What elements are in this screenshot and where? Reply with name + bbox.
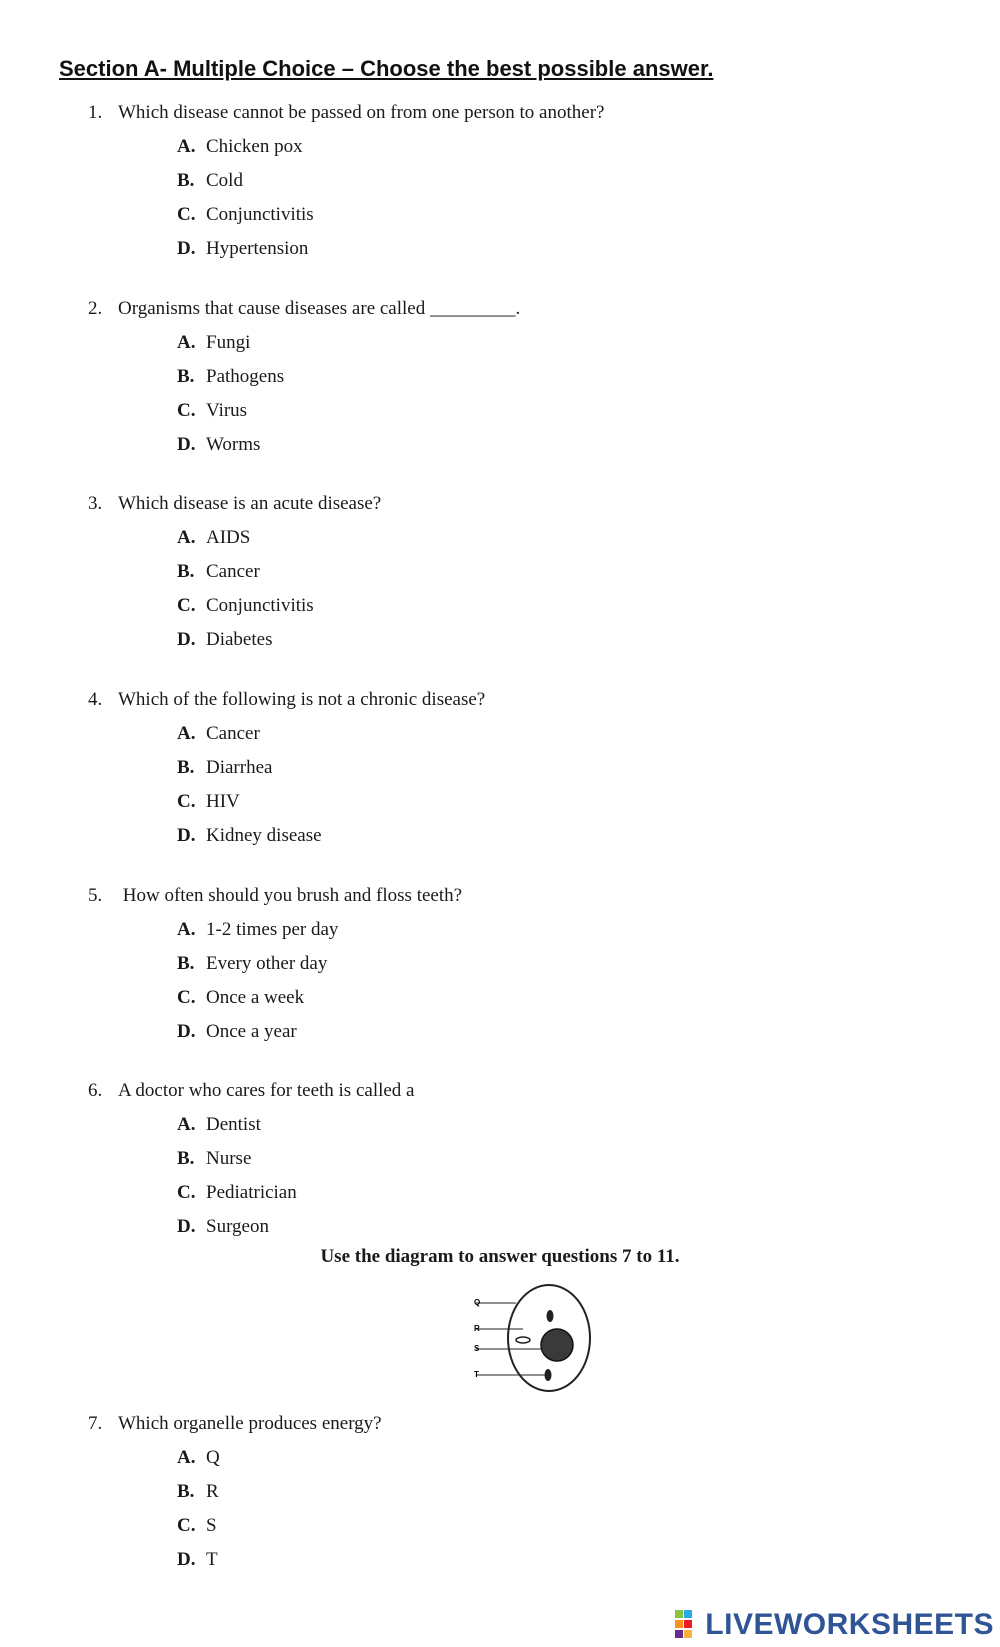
q5-option-b[interactable] — [177, 953, 327, 975]
q1-option-a[interactable] — [177, 136, 303, 158]
question-text: Which organelle produces energy? — [118, 1413, 382, 1434]
q5-option-a[interactable] — [177, 919, 338, 941]
option-letter: A. — [177, 527, 196, 548]
q6-option-b[interactable] — [177, 1148, 251, 1170]
option-text: Diabetes — [206, 629, 273, 650]
q3-option-b[interactable] — [177, 561, 260, 583]
q4-option-c[interactable] — [177, 791, 240, 813]
option-text: Conjunctivitis — [206, 204, 314, 225]
q1-option-c[interactable] — [177, 204, 314, 226]
option-letter: A. — [177, 136, 196, 157]
option-letter: D. — [177, 629, 196, 650]
q4-option-d[interactable] — [177, 825, 322, 847]
option-text: Diarrhea — [206, 757, 273, 778]
option-letter: A. — [177, 919, 196, 940]
q2-option-d[interactable] — [177, 434, 260, 456]
section-title: Section A- Multiple Choice – Choose the best possible answer. — [59, 56, 714, 81]
option-letter: D. — [177, 825, 196, 846]
option-letter: B. — [177, 757, 195, 778]
option-letter: B. — [177, 1148, 195, 1169]
question-6 — [88, 1080, 415, 1102]
question-number: 7. — [88, 1413, 103, 1434]
option-text: Nurse — [206, 1148, 252, 1169]
question-text: Which of the following is not a chronic disease? — [118, 689, 486, 710]
question-text: Organisms that cause diseases are called _________. — [118, 298, 521, 319]
question-text: Which disease is an acute disease? — [118, 493, 382, 514]
option-text: AIDS — [206, 527, 251, 548]
q7-option-d[interactable] — [177, 1549, 218, 1571]
option-text: Every other day — [206, 953, 328, 974]
question-number: 5. — [88, 885, 103, 906]
option-text: Pathogens — [206, 366, 285, 387]
option-letter: B. — [177, 170, 195, 191]
option-letter: B. — [177, 561, 195, 582]
question-number: 6. — [88, 1080, 103, 1101]
question-number: 2. — [88, 298, 103, 319]
option-letter: C. — [177, 1515, 196, 1536]
label-t: T — [474, 1370, 479, 1379]
liveworksheets-brand[interactable] — [675, 1608, 994, 1642]
q3-option-a[interactable] — [177, 527, 250, 549]
option-text: Chicken pox — [206, 136, 303, 157]
option-text: Once a year — [206, 1021, 297, 1042]
liveworksheets-logo-icon — [675, 1610, 701, 1640]
q1-option-d[interactable] — [177, 238, 308, 260]
option-letter: B. — [177, 1481, 195, 1502]
option-letter: D. — [177, 1216, 196, 1237]
q6-option-d[interactable] — [177, 1216, 269, 1238]
option-text: Pediatrician — [206, 1182, 297, 1203]
option-text: Cold — [206, 170, 243, 191]
option-letter: A. — [177, 332, 196, 353]
option-letter: D. — [177, 1021, 196, 1042]
q4-option-a[interactable] — [177, 723, 260, 745]
q6-option-a[interactable] — [177, 1114, 261, 1136]
option-letter: C. — [177, 400, 196, 421]
organelle-q — [547, 1310, 554, 1322]
q2-option-a[interactable] — [177, 332, 250, 354]
q5-option-d[interactable] — [177, 1021, 297, 1043]
option-text: HIV — [206, 791, 240, 812]
option-text: Q — [206, 1447, 220, 1468]
nucleus — [541, 1329, 573, 1361]
q7-option-c[interactable] — [177, 1515, 217, 1537]
brand-name: LIVEWORKSHEETS — [705, 1608, 994, 1641]
question-number: 3. — [88, 493, 103, 514]
option-letter: B. — [177, 366, 195, 387]
question-1 — [88, 102, 604, 124]
question-5 — [88, 885, 462, 907]
option-letter: D. — [177, 1549, 196, 1570]
option-text: Virus — [206, 400, 248, 421]
option-letter: C. — [177, 791, 196, 812]
option-letter: C. — [177, 987, 196, 1008]
question-number: 4. — [88, 689, 103, 710]
option-letter: D. — [177, 238, 196, 259]
question-2 — [88, 298, 520, 320]
option-text: Surgeon — [206, 1216, 269, 1237]
option-text: Once a week — [206, 987, 305, 1008]
question-number: 1. — [88, 102, 103, 123]
q7-option-b[interactable] — [177, 1481, 219, 1503]
label-s: S — [474, 1344, 480, 1353]
option-letter: A. — [177, 723, 196, 744]
q2-option-c[interactable] — [177, 400, 247, 422]
q3-option-d[interactable] — [177, 629, 272, 651]
question-4 — [88, 689, 485, 711]
label-q: Q — [474, 1298, 481, 1307]
option-letter: B. — [177, 953, 195, 974]
option-text: Cancer — [206, 561, 260, 582]
q2-option-b[interactable] — [177, 366, 284, 388]
option-text: R — [206, 1481, 219, 1502]
q4-option-b[interactable] — [177, 757, 272, 779]
question-text: Which disease cannot be passed on from one person to another? — [118, 102, 605, 123]
option-text: 1-2 times per day — [206, 919, 339, 940]
option-text: T — [206, 1549, 218, 1570]
option-text: S — [206, 1515, 217, 1536]
q3-option-c[interactable] — [177, 595, 314, 617]
option-text: Conjunctivitis — [206, 595, 314, 616]
q6-option-c[interactable] — [177, 1182, 297, 1204]
question-3 — [88, 493, 381, 515]
q5-option-c[interactable] — [177, 987, 304, 1009]
question-text: How often should you brush and floss teeth? — [118, 885, 463, 906]
option-text: Worms — [206, 434, 261, 455]
q7-option-a[interactable] — [177, 1447, 220, 1469]
question-7 — [88, 1413, 382, 1435]
diagram-caption: Use the diagram to answer questions 7 to 11. — [320, 1246, 680, 1267]
option-text: Fungi — [206, 332, 251, 353]
option-text: Kidney disease — [206, 825, 322, 846]
option-text: Dentist — [206, 1114, 261, 1135]
option-text: Hypertension — [206, 238, 309, 259]
label-r: R — [474, 1324, 480, 1333]
q1-option-b[interactable] — [177, 170, 243, 192]
option-letter: A. — [177, 1447, 196, 1468]
option-letter: C. — [177, 595, 196, 616]
option-letter: C. — [177, 1182, 196, 1203]
organelle-r — [516, 1337, 530, 1343]
option-letter: A. — [177, 1114, 196, 1135]
question-text: A doctor who cares for teeth is called a — [118, 1080, 415, 1101]
option-letter: D. — [177, 434, 196, 455]
option-text: Cancer — [206, 723, 260, 744]
cell-diagram — [468, 1283, 608, 1401]
option-letter: C. — [177, 204, 196, 225]
